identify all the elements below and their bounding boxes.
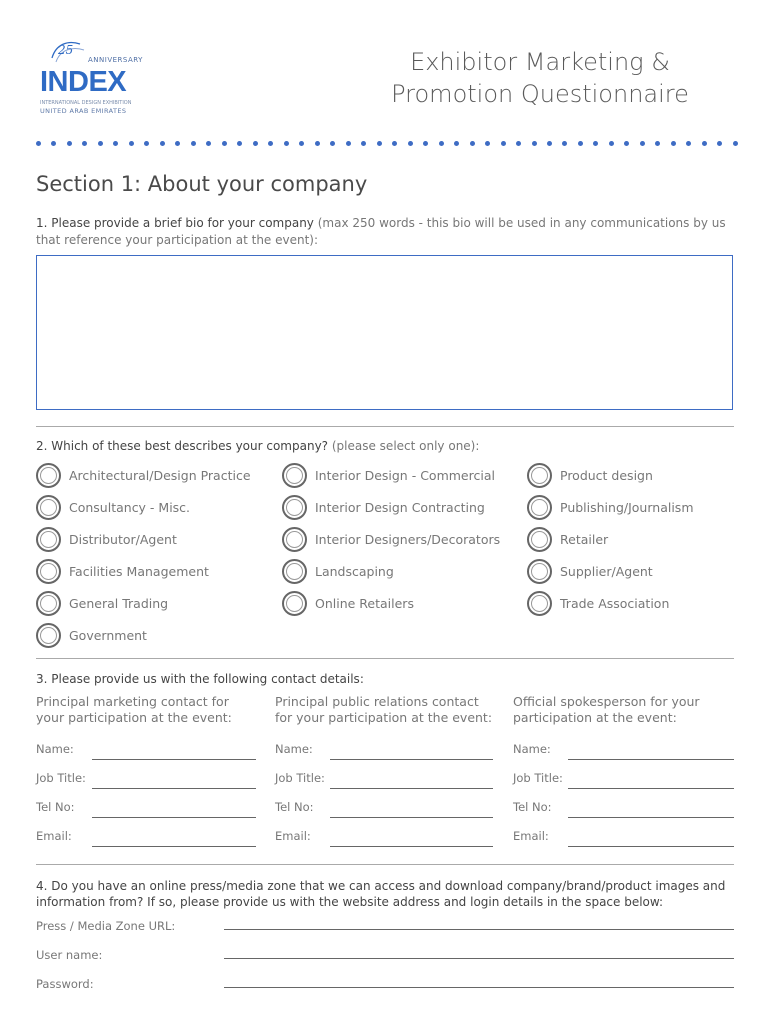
divider-dot	[423, 141, 428, 146]
field-label: Job Title:	[513, 771, 563, 785]
option-label: Landscaping	[315, 563, 394, 579]
divider-dot	[67, 141, 72, 146]
password-input[interactable]	[224, 987, 734, 988]
option-general-trading[interactable]	[36, 589, 168, 617]
svg-text:25: 25	[58, 43, 74, 57]
pr-tel-no-input[interactable]	[330, 817, 493, 818]
field-label: Job Title:	[275, 771, 325, 785]
spokesperson-heading: Official spokesperson for your participation at the event:	[513, 694, 700, 725]
pr-contact-heading: Principal public relations contact for your participation at the event:	[275, 694, 493, 725]
logo-tagline: INTERNATIONAL DESIGN EXHIBITION	[40, 100, 132, 106]
pr-name-label	[275, 742, 313, 756]
divider-dot	[532, 141, 537, 146]
marketing-email-label	[36, 829, 72, 843]
divider-dot	[392, 141, 397, 146]
spokesperson-job-title-label	[513, 771, 563, 785]
divider-dot	[439, 141, 444, 146]
divider-dot	[268, 141, 273, 146]
divider-dot	[253, 141, 258, 146]
dotted-divider	[36, 141, 738, 149]
field-label: Name:	[513, 742, 551, 756]
divider-dot	[454, 141, 459, 146]
question-2-note: (please select only one):	[328, 439, 480, 453]
option-label: Distributor/Agent	[69, 531, 177, 547]
title-line-2: Promotion Questionnaire	[391, 80, 689, 108]
divider-dot	[702, 141, 707, 146]
option-supplier-agent[interactable]	[527, 557, 653, 585]
option-distributor-agent[interactable]	[36, 525, 177, 553]
divider-dot	[501, 141, 506, 146]
divider-dot	[175, 141, 180, 146]
radio-button[interactable]	[527, 591, 552, 616]
option-label: Publishing/Journalism	[560, 499, 694, 515]
marketing-email-input[interactable]	[92, 846, 256, 847]
divider-dot	[237, 141, 242, 146]
logo-country: UNITED ARAB EMIRATES	[40, 107, 127, 115]
question-4-title: 4. Do you have an online press/media zone that we can access and download company/brand/product images and information from? If so, please provide us with the website address and login details in the space below:	[36, 879, 726, 909]
marketing-tel-no-label	[36, 800, 75, 814]
divider-dot	[346, 141, 351, 146]
title-line-1: Exhibitor Marketing &	[410, 48, 670, 76]
divider	[36, 864, 734, 865]
document-title	[370, 46, 710, 110]
option-trade-association[interactable]	[527, 589, 669, 617]
option-interior-design-contracting[interactable]	[282, 493, 485, 521]
field-label: Tel No:	[36, 800, 75, 814]
divider-dot	[191, 141, 196, 146]
field-label: Job Title:	[36, 771, 86, 785]
option-government[interactable]	[36, 621, 147, 649]
divider-dot	[361, 141, 366, 146]
question-1-prompt: 1. Please provide a brief bio for your company	[36, 216, 314, 230]
pr-name-input[interactable]	[330, 759, 493, 760]
divider-dot	[686, 141, 691, 146]
divider-dot	[82, 141, 87, 146]
radio-button[interactable]	[527, 495, 552, 520]
option-interior-design-commercial[interactable]	[282, 461, 495, 489]
question-2	[36, 439, 479, 453]
divider-dot	[733, 141, 738, 146]
divider-dot	[578, 141, 583, 146]
divider-dot	[98, 141, 103, 146]
anniversary-swoosh-icon	[46, 38, 86, 64]
field-label: Tel No:	[513, 800, 552, 814]
brand-wordmark: INDEX	[40, 66, 127, 98]
divider-dot	[470, 141, 475, 146]
option-architectural-design-practice[interactable]	[36, 461, 251, 489]
option-landscaping[interactable]	[282, 557, 394, 585]
divider-dot	[516, 141, 521, 146]
pr-email-label	[275, 829, 311, 843]
question-3-title: 3. Please provide us with the following contact details:	[36, 672, 364, 686]
divider-dot	[624, 141, 629, 146]
divider-dot	[160, 141, 165, 146]
option-label: Facilities Management	[69, 563, 209, 579]
pr-job-title-label	[275, 771, 325, 785]
option-publishing-journalism[interactable]	[527, 493, 694, 521]
radio-button[interactable]	[36, 495, 61, 520]
option-label: General Trading	[69, 595, 169, 611]
divider-dot	[222, 141, 227, 146]
divider-dot	[640, 141, 645, 146]
section-title: Section 1: About your company	[36, 172, 368, 196]
divider-dot	[129, 141, 134, 146]
field-label: Name:	[275, 742, 313, 756]
divider-dot	[377, 141, 382, 146]
marketing-contact-heading: Principal marketing contact for your participation at the event:	[36, 694, 232, 725]
option-label: Architectural/Design Practice	[69, 467, 251, 483]
option-interior-designers-decorators[interactable]	[282, 525, 500, 553]
username-label: User name:	[36, 948, 103, 962]
radio-button[interactable]	[36, 559, 61, 584]
marketing-job-title-label	[36, 771, 86, 785]
divider-dot	[485, 141, 490, 146]
radio-button[interactable]	[282, 463, 307, 488]
pr-email-input[interactable]	[330, 846, 493, 847]
marketing-job-title-input[interactable]	[92, 788, 256, 789]
radio-button[interactable]	[527, 463, 552, 488]
divider-dot	[144, 141, 149, 146]
radio-button[interactable]	[36, 463, 61, 488]
divider-dot	[284, 141, 289, 146]
option-label: Government	[69, 627, 147, 643]
option-label: Interior Designers/Decorators	[315, 531, 501, 547]
marketing-name-label	[36, 742, 74, 756]
divider	[36, 658, 734, 659]
index-logo	[38, 38, 148, 118]
option-label: Retailer	[560, 531, 609, 547]
option-label: Supplier/Agent	[560, 563, 653, 579]
marketing-tel-no-input[interactable]	[92, 817, 256, 818]
press-zone-url-label: Press / Media Zone URL:	[36, 919, 176, 933]
option-label: Interior Design Contracting	[315, 499, 485, 515]
pr-tel-no-label	[275, 800, 314, 814]
divider-dot	[593, 141, 598, 146]
username-input[interactable]	[224, 958, 734, 959]
question-1-note: (max 250 words - this bio will be used in any communications by us that reference your participation at the event):	[36, 216, 726, 247]
option-online-retailers[interactable]	[282, 589, 414, 617]
radio-button[interactable]	[282, 527, 307, 552]
option-retailer[interactable]	[527, 525, 608, 553]
pr-job-title-input[interactable]	[330, 788, 493, 789]
divider-dot	[547, 141, 552, 146]
field-label: Email:	[513, 829, 549, 843]
divider-dot	[299, 141, 304, 146]
radio-button[interactable]	[36, 527, 61, 552]
anniversary-label: ANNIVERSARY	[88, 56, 143, 64]
divider-dot	[655, 141, 660, 146]
spokesperson-tel-no-input[interactable]	[568, 817, 734, 818]
divider-dot	[36, 141, 41, 146]
option-facilities-management[interactable]	[36, 557, 209, 585]
divider-dot	[717, 141, 722, 146]
question-2-prompt: 2. Which of these best describes your company?	[36, 439, 329, 453]
divider-dot	[562, 141, 567, 146]
radio-button[interactable]	[282, 559, 307, 584]
marketing-name-input[interactable]	[92, 759, 256, 760]
radio-button[interactable]	[282, 495, 307, 520]
option-label: Product design	[560, 467, 653, 483]
divider-dot	[206, 141, 211, 146]
radio-button[interactable]	[527, 559, 552, 584]
divider-dot	[671, 141, 676, 146]
divider-dot	[51, 141, 56, 146]
password-label: Password:	[36, 977, 94, 991]
divider-dot	[113, 141, 118, 146]
option-label: Online Retailers	[315, 595, 414, 611]
divider-dot	[408, 141, 413, 146]
divider-dot	[609, 141, 614, 146]
company-bio-textarea[interactable]	[36, 255, 733, 410]
spokesperson-email-label	[513, 829, 549, 843]
radio-button[interactable]	[282, 591, 307, 616]
radio-button[interactable]	[527, 527, 552, 552]
divider	[36, 426, 734, 427]
option-consultancy-misc[interactable]	[36, 493, 190, 521]
option-label: Trade Association	[560, 595, 670, 611]
spokesperson-tel-no-label	[513, 800, 552, 814]
divider-dot	[330, 141, 335, 146]
option-product-design[interactable]	[527, 461, 653, 489]
question-1	[36, 215, 726, 249]
field-label: Name:	[36, 742, 74, 756]
field-label: Tel No:	[275, 800, 314, 814]
option-label: Interior Design - Commercial	[315, 467, 495, 483]
radio-button[interactable]	[36, 623, 61, 648]
field-label: Email:	[36, 829, 72, 843]
radio-button[interactable]	[36, 591, 61, 616]
press-zone-url-input[interactable]	[224, 929, 734, 930]
spokesperson-job-title-input[interactable]	[568, 788, 734, 789]
spokesperson-name-input[interactable]	[568, 759, 734, 760]
spokesperson-email-input[interactable]	[568, 846, 734, 847]
divider-dot	[315, 141, 320, 146]
field-label: Email:	[275, 829, 311, 843]
spokesperson-name-label	[513, 742, 551, 756]
option-label: Consultancy - Misc.	[69, 499, 191, 515]
